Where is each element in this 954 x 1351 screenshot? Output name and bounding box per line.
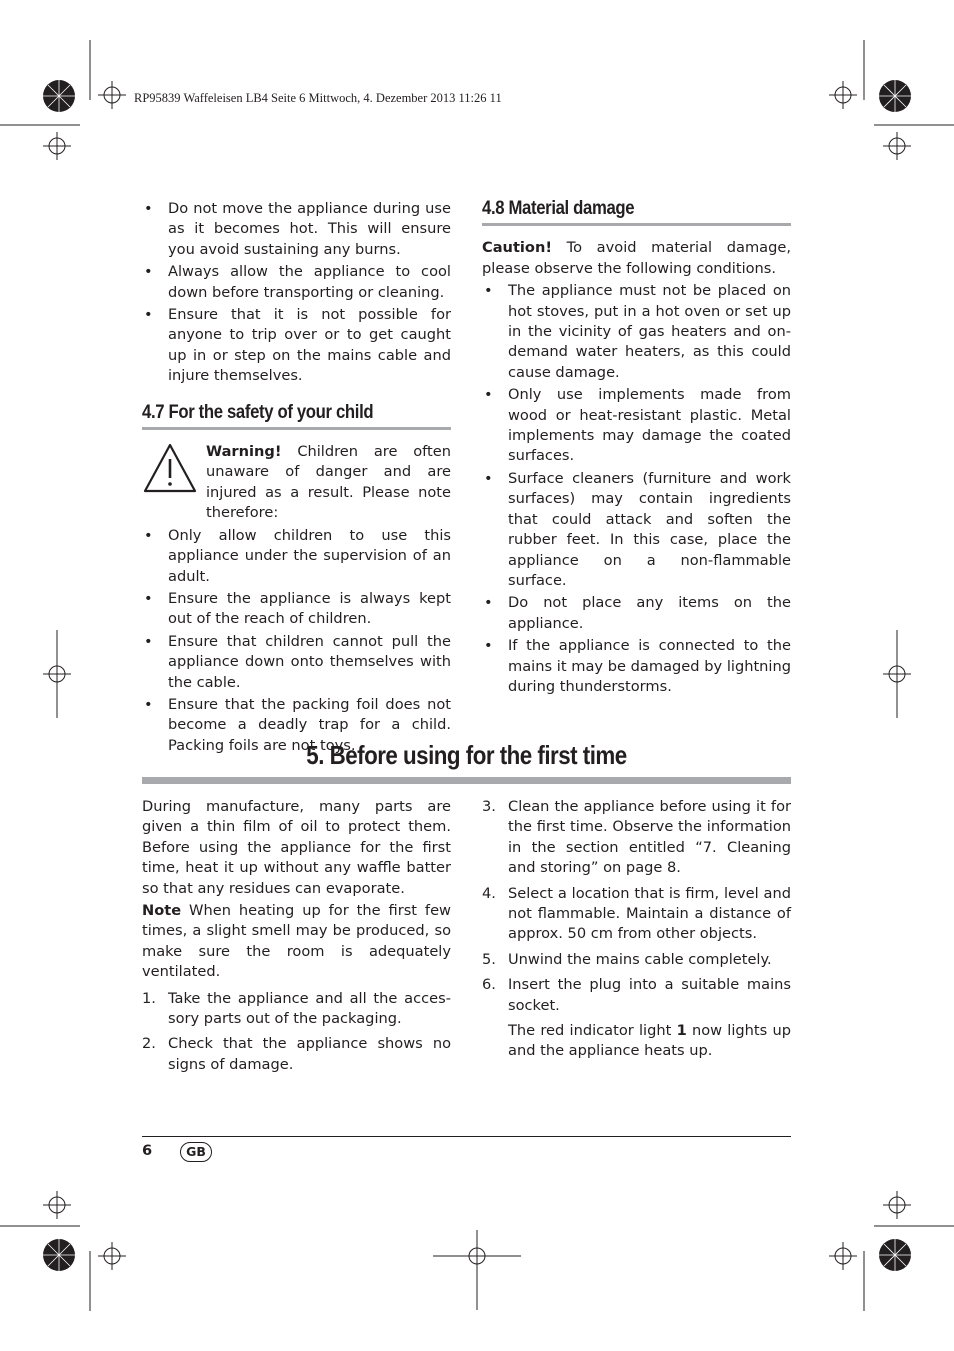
- intro-paragraph: During manufacture, many parts are given a thin film of oil to protect them. Before using the appliance for the first time, heat it up without any waffle batter so that any residues can evaporate.: [142, 798, 451, 897]
- warning-text: Warning! Children are often unaware of danger and are injured as a result. Please note therefore:: [206, 443, 451, 522]
- indicator-number: 1: [676, 1022, 687, 1040]
- list-item: • Ensure that children cannot pull the appliance down onto themselves with the cable.: [142, 632, 451, 693]
- warning-label: Warning!: [206, 443, 282, 461]
- chapter-rule: [142, 777, 791, 784]
- caution-text: Caution! To avoid material damage, please observe the following conditions.: [482, 239, 791, 277]
- right-bottom-column: [482, 797, 791, 1064]
- child-safety-list: [142, 526, 451, 756]
- list-item: 4. Select a location that is firm, level and not flammable. Maintain a distance of approx. 50 cm from other objects.: [482, 884, 791, 943]
- section-rule: [142, 427, 451, 430]
- warning-block: [142, 442, 451, 524]
- chapter-title: 5. Before using for the first time: [306, 740, 627, 770]
- footer-rule: [142, 1136, 791, 1137]
- right-top-column: [482, 199, 791, 699]
- list-item: • Always allow the appliance to cool down before transporting or cleaning.: [142, 262, 451, 303]
- note-label: Note: [142, 902, 182, 920]
- left-top-column: [142, 199, 451, 758]
- indicator-paragraph: The red indicator light 1 now lights up and the appliance heats up.: [508, 1022, 791, 1060]
- list-item: • Ensure the appliance is always kept out of the reach of children.: [142, 589, 451, 630]
- list-item: 1. Take the appliance and all the acces-sory parts out of the packaging.: [142, 989, 451, 1028]
- list-item: 5. Unwind the mains cable completely.: [482, 950, 772, 968]
- steps-list-left: [142, 989, 451, 1076]
- note-paragraph: Note When heating up for the first few times, a slight smell may be produced, so make sure the room is adequately ventilated.: [142, 902, 451, 981]
- left-bottom-column: [142, 797, 451, 1080]
- language-badge: GB: [180, 1142, 212, 1162]
- print-header: RP95839 Waffeleisen LB4 Seite 6 Mittwoch, 4. Dezember 2013 11:26 11: [134, 91, 502, 105]
- section-rule: [482, 223, 791, 226]
- material-damage-list: [482, 281, 791, 697]
- steps-list-right: [482, 797, 791, 1016]
- section-title-4-8: 4.8 Material damage: [482, 198, 635, 219]
- list-item: • Do not move the appliance during use as it becomes hot. This will ensure you avoid sustaining any burns.: [142, 199, 451, 260]
- list-item: • Ensure that the packing foil does not become a deadly trap for a child. Packing foils are not toys.: [142, 695, 451, 756]
- page-number: 6: [142, 1142, 153, 1159]
- list-item: • Only use implements made from wood or heat-resistant plastic. Metal implements may damage the coated surfaces.: [482, 385, 791, 467]
- section-title-4-7: 4.7 For the safety of your child: [142, 401, 374, 423]
- safety-bullet-list: [142, 199, 451, 387]
- list-item: • The appliance must not be placed on hot stoves, put in a hot oven or set up in the vicinity of gas heaters and on-demand water heaters, as this could cause damage.: [482, 281, 791, 383]
- list-item: 6. Insert the plug into a suitable mains socket.: [482, 976, 791, 1014]
- list-item: • Surface cleaners (furniture and work surfaces) may contain ingredients that could attack and soften the rubber feet. In this case, place the appliance on a non-flammable surface.: [482, 469, 791, 591]
- caution-label: Caution!: [482, 239, 552, 257]
- list-item: • Ensure that it is not possible for anyone to trip over or to get caught up in or step on the mains cable and injure themselves.: [142, 305, 451, 387]
- list-item: • If the appliance is connected to the mains it may be damaged by lightning during thunderstorms.: [482, 636, 791, 697]
- list-item: • Only allow children to use this appliance under the supervision of an adult.: [142, 526, 451, 587]
- list-item: 2. Check that the appliance shows no signs of damage.: [142, 1035, 451, 1073]
- warning-triangle-icon: [142, 442, 198, 494]
- list-item: • Do not place any items on the appliance.: [482, 593, 791, 634]
- list-item: 3. Clean the appliance before using it for the first time. Observe the information in the section entitled “7. Cleaning and storing” on page 8.: [482, 798, 791, 877]
